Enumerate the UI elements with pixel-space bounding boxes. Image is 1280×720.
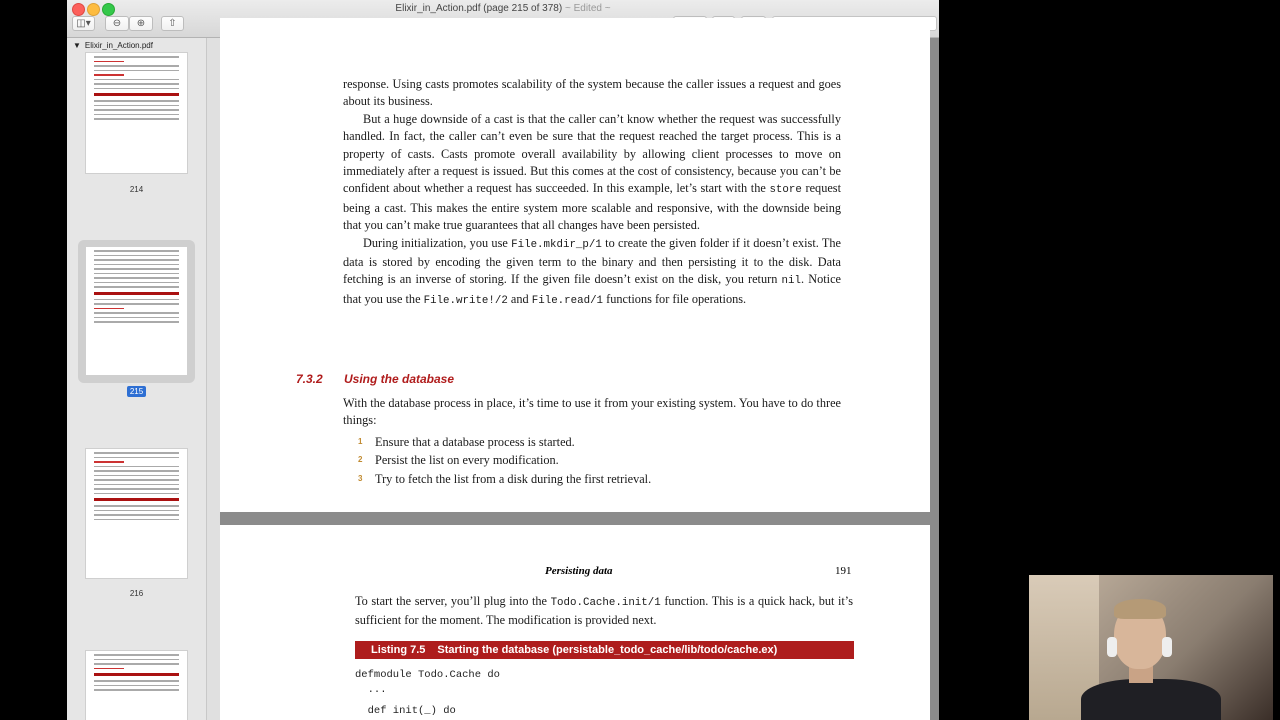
zoom-in-button[interactable]	[129, 16, 153, 31]
share-icon: ⇧	[168, 18, 177, 29]
inline-code: store	[769, 184, 802, 197]
sidebar-divider[interactable]	[206, 38, 221, 720]
preview-window	[67, 0, 939, 720]
paragraph: With the database process in place, it’s time to use it from your existing system. You have to do three things:	[343, 396, 841, 428]
edited-indicator: ~ Edited ~	[564, 3, 611, 14]
paragraph: But a huge downside of a cast is that the caller can’t know whether the request was successfully handled. In fact, the caller can’t even be sure that the request reached the target process. This is a property of casts. Casts promote overall availability by allowing client processes to move on immediately after a request is issued. But this comes at the cost of consistency, because you can’t be confident about whether a request has succeeded. In this example, let’s start with the store request being a cast. This makes the entire system more scalable and responsive, with the downside being that you can’t make true guarantees that all changes have been persisted.	[343, 111, 842, 233]
page-thumbnail-217[interactable]	[85, 650, 188, 720]
page-thumbnail-216[interactable]	[85, 448, 188, 579]
disclosure-triangle-icon[interactable]: ▼	[73, 40, 81, 50]
page-label-216: 216	[129, 589, 144, 598]
pdf-page-216	[220, 525, 930, 720]
pdf-page-215	[220, 18, 930, 512]
paragraph: response. Using casts promotes scalability of the system because the caller issues a request and goes about its business.	[343, 77, 841, 109]
code-line: defmodule Todo.Cache do	[355, 669, 500, 681]
list-item: 1 Ensure that a database process is started.	[358, 435, 575, 449]
inline-code: nil	[781, 275, 801, 288]
sidebar-document-name: Elixir_in_Action.pdf	[84, 40, 153, 50]
code-line: ...	[355, 684, 387, 696]
window-title	[67, 3, 939, 14]
page-thumbnail-214[interactable]	[85, 52, 188, 174]
inline-code: File.mkdir_p/1	[511, 238, 602, 251]
selected-page-number: 215	[127, 386, 146, 397]
list-item: 2 Persist the list on every modification.	[358, 453, 559, 467]
listing-label: Listing 7.5	[371, 644, 426, 656]
zoom-in-icon: ⊕	[136, 18, 146, 29]
running-head: Persisting data	[545, 565, 613, 577]
headphones-icon	[1107, 637, 1117, 657]
zoom-out-icon: ⊖	[112, 18, 122, 29]
code-line: def init(_) do	[355, 705, 456, 717]
paragraph: To start the server, you’ll plug into the Todo.Cache.init/1 function. This is a quick hack, but it’s sufficient for the moment. The modification is provided next.	[355, 594, 854, 628]
page-label-215	[67, 387, 206, 396]
inline-code: File.read/1	[531, 294, 604, 307]
webcam-overlay	[1029, 575, 1273, 720]
page-label-214: 214	[129, 185, 144, 194]
paragraph: During initialization, you use File.mkdir_p/1 to create the given folder if it doesn’t exist. The data is stored by encoding the given term to the binary and then persisting it to the disk. Data fetching is an inverse of storing. If the given file doesn’t exist on the disk, you return nil. Notice that you use the File.write!/2 and File.read/1 functions for file operations.	[343, 235, 842, 307]
page-number: 191	[835, 565, 852, 577]
sidebar-icon: ◫▾	[76, 18, 91, 29]
inline-code: Todo.Cache.init/1	[550, 597, 661, 609]
sidebar-toggle-button[interactable]	[72, 16, 95, 31]
inline-code: File.write!/2	[423, 294, 508, 307]
list-item: 3 Try to fetch the list from a disk during the first retrieval.	[358, 472, 652, 486]
body-text	[343, 76, 841, 310]
page-thumbnail-215[interactable]	[85, 246, 188, 376]
zoom-out-button[interactable]	[105, 16, 129, 31]
listing-title: Starting the database (persistable_todo_cache/lib/todo/cache.ex)	[437, 644, 778, 656]
section-title: Using the database	[344, 372, 455, 386]
section-number: 7.3.2	[296, 372, 323, 386]
document-title: Elixir_in_Action.pdf (page 215 of 378)	[395, 3, 563, 14]
share-button[interactable]	[161, 16, 184, 31]
listing-caption	[355, 641, 854, 659]
document-view[interactable]	[220, 38, 939, 720]
sidebar-header[interactable]	[67, 38, 206, 52]
thumbnail-sidebar	[67, 38, 206, 720]
section-heading	[296, 372, 454, 386]
